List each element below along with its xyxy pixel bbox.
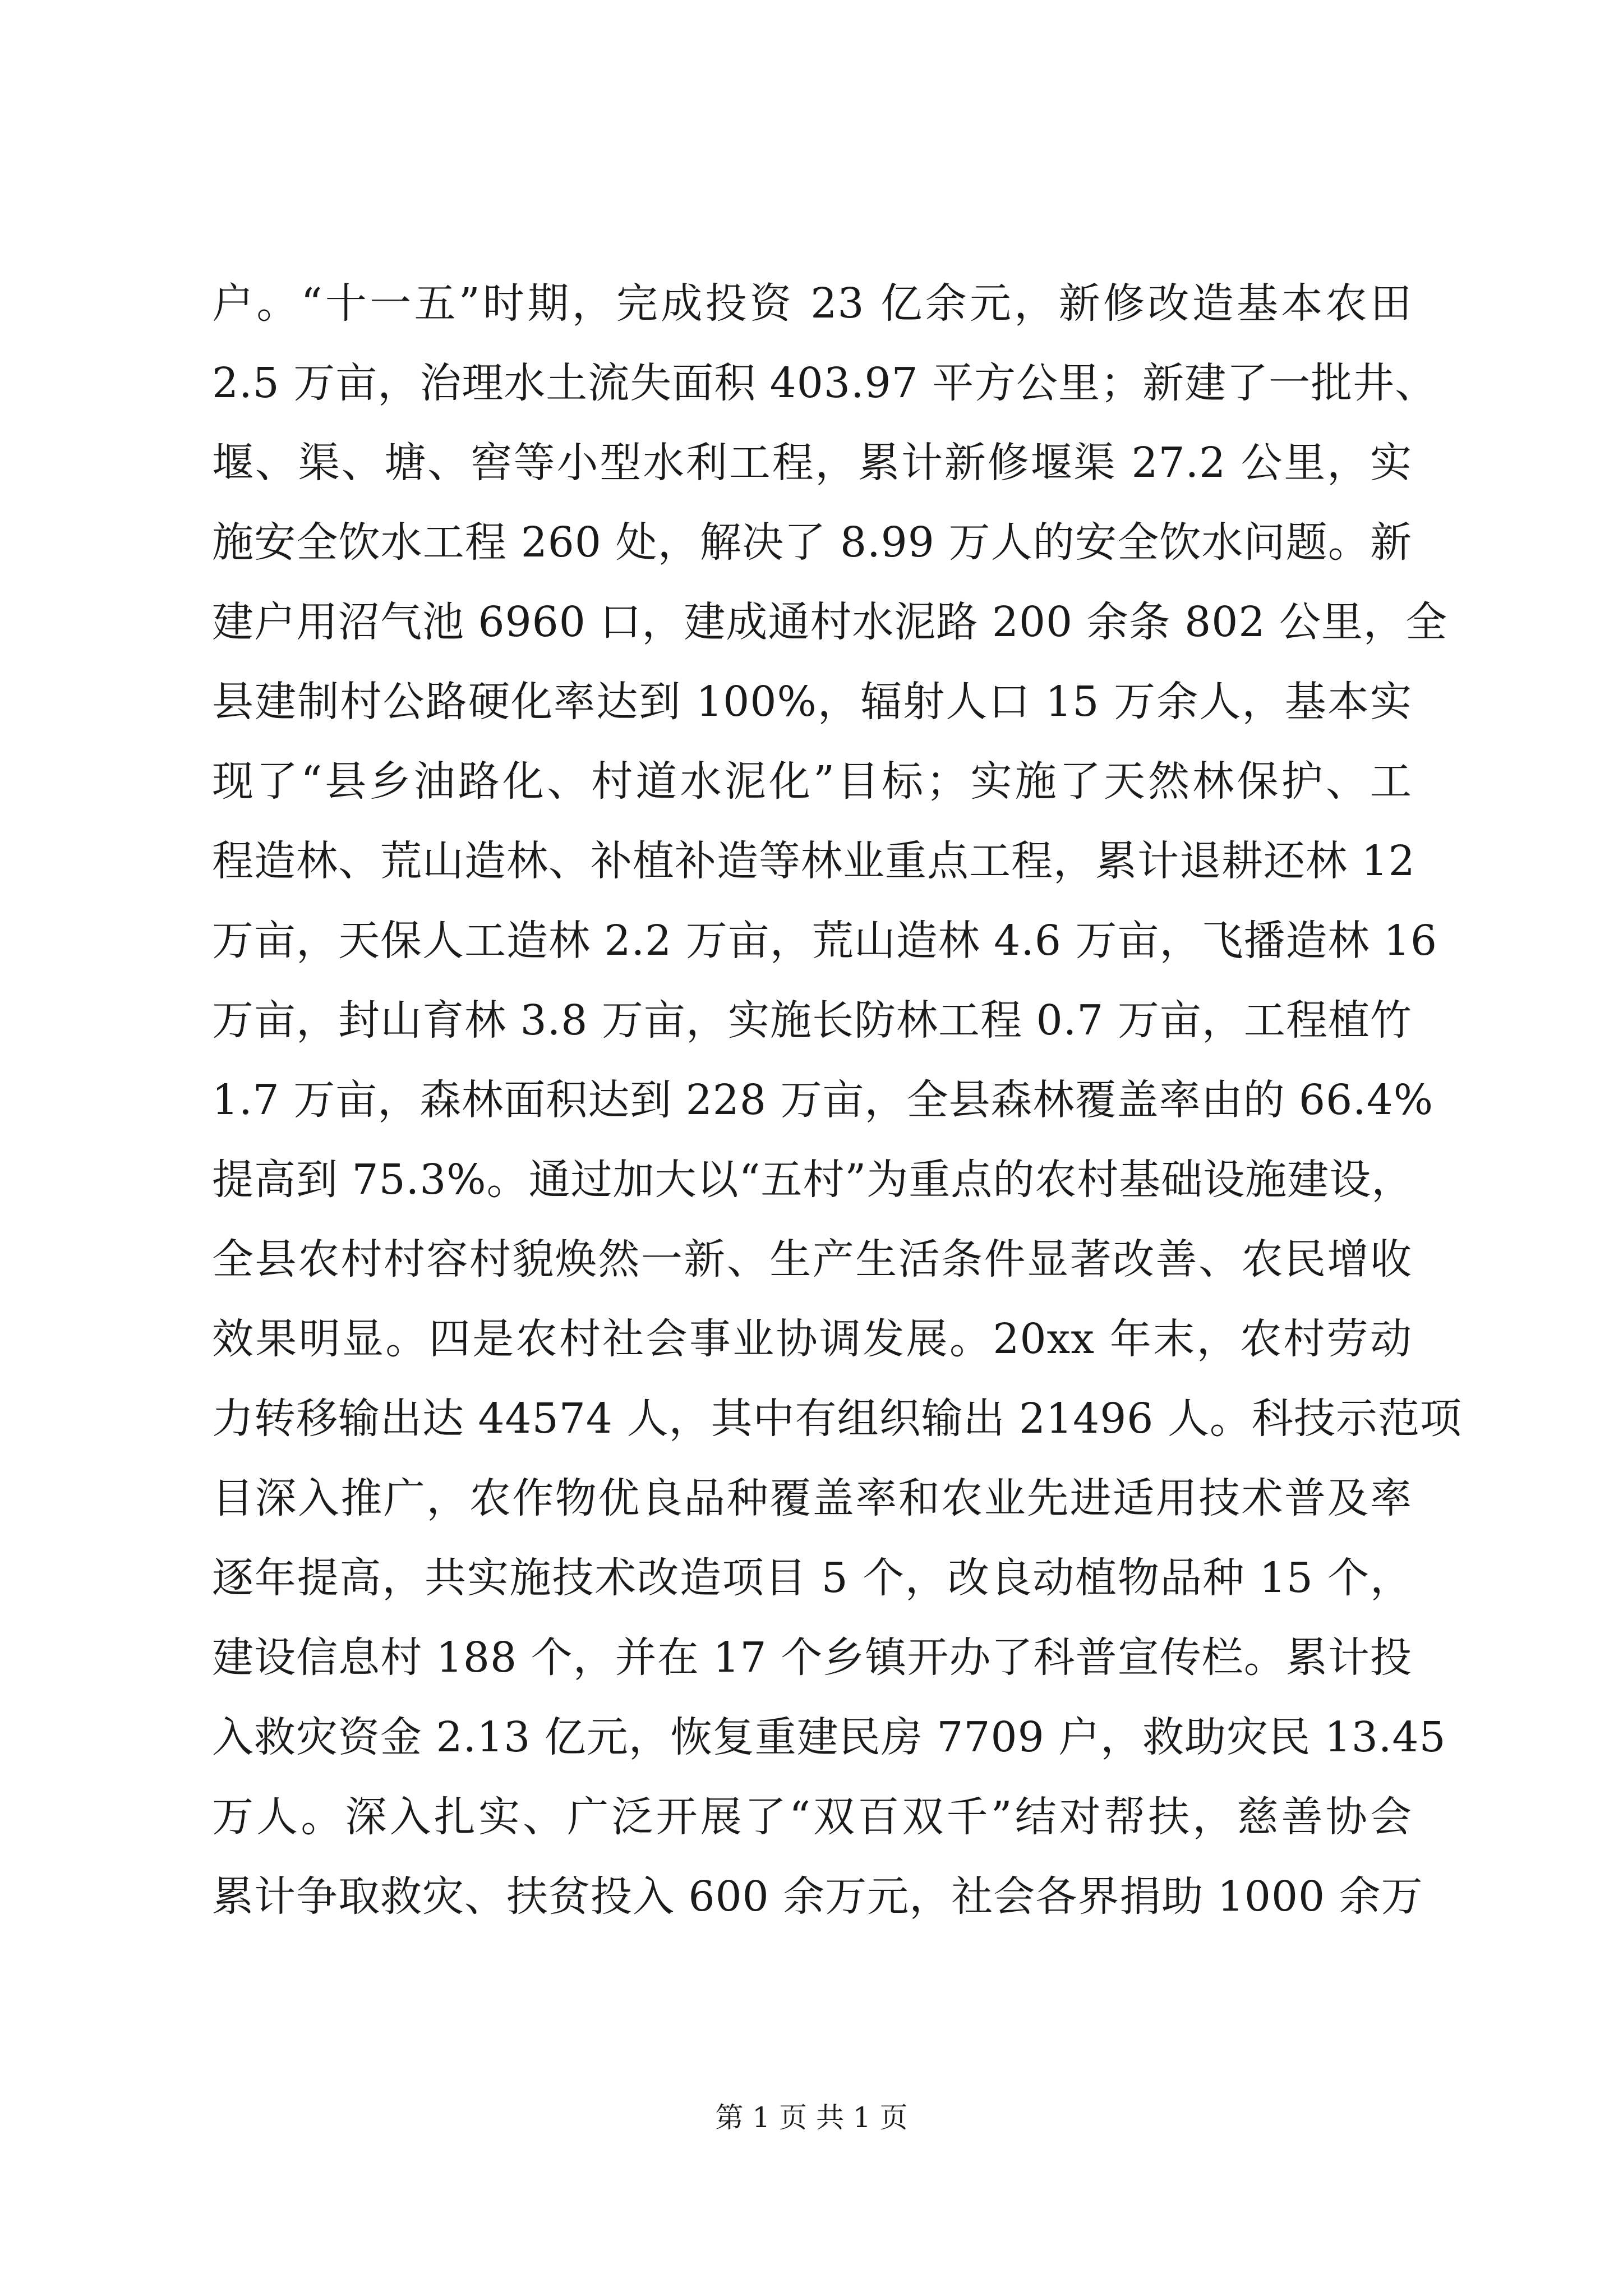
text-line: 堰、渠、塘、窖等小型水利工程，累计新修堰渠 27.2 公里，实 [212,439,1412,487]
text-line: 县建制村公路硬化率达到 100%，辐射人口 15 万余人，基本实 [212,678,1412,726]
text-line: 户。“十一五”时期，完成投资 23 亿余元，新修改造基本农田 [212,279,1412,328]
text-line: 逐年提高，共实施技术改造项目 5 个，改良动植物品种 15 个， [212,1554,1412,1602]
body-text [212,264,1462,1936]
text-line: 目深入推广，农作物优良品种覆盖率和农业先进适用技术普及率 [212,1474,1412,1522]
text-line: 万亩，封山育林 3.8 万亩，实施长防林工程 0.7 万亩，工程植竹 [212,996,1412,1045]
text-line: 施安全饮水工程 260 处，解决了 8.99 万人的安全饮水问题。新 [212,518,1412,567]
text-line: 力转移输出达 44574 人，其中有组织输出 21496 人。科技示范项 [212,1395,1462,1443]
text-line: 累计争取救灾、扶贫投入 600 余万元，社会各界捐助 1000 余万 [212,1872,1423,1921]
text-line: 建户用沼气池 6960 口，建成通村水泥路 200 余条 802 公里，全 [212,598,1447,646]
text-line: 万人。深入扎实、广泛开展了“双百双千”结对帮扶，慈善协会 [212,1793,1412,1841]
text-line: 现了“县乡油路化、村道水泥化”目标；实施了天然林保护、工 [212,757,1412,806]
text-line: 全县农村村容村貌焕然一新、生产生活条件显著改善、农民增收 [212,1235,1412,1283]
text-line: 建设信息村 188 个，并在 17 个乡镇开办了科普宣传栏。累计投 [212,1634,1412,1682]
text-line: 程造林、荒山造林、补植补造等林业重点工程，累计退耕还林 12 [212,837,1415,885]
text-line: 效果明显。四是农村社会事业协调发展。20xx 年末，农村劳动 [212,1315,1412,1363]
text-line: 1.7 万亩，森林面积达到 228 万亩，全县森林覆盖率由的 66.4% [212,1076,1434,1124]
text-line: 入救灾资金 2.13 亿元，恢复重建民房 7709 户，救助灾民 13.45 [212,1713,1446,1761]
text-line: 2.5 万亩，治理水土流失面积 403.97 平方公里；新建了一批井、 [212,359,1437,407]
text-line: 万亩，天保人工造林 2.2 万亩，荒山造林 4.6 万亩，飞播造林 16 [212,917,1438,965]
page-footer: 第 1 页 共 1 页 [715,2101,908,2134]
text-line: 提高到 75.3%。通过加大以“五村”为重点的农村基础设施建设， [212,1156,1414,1204]
